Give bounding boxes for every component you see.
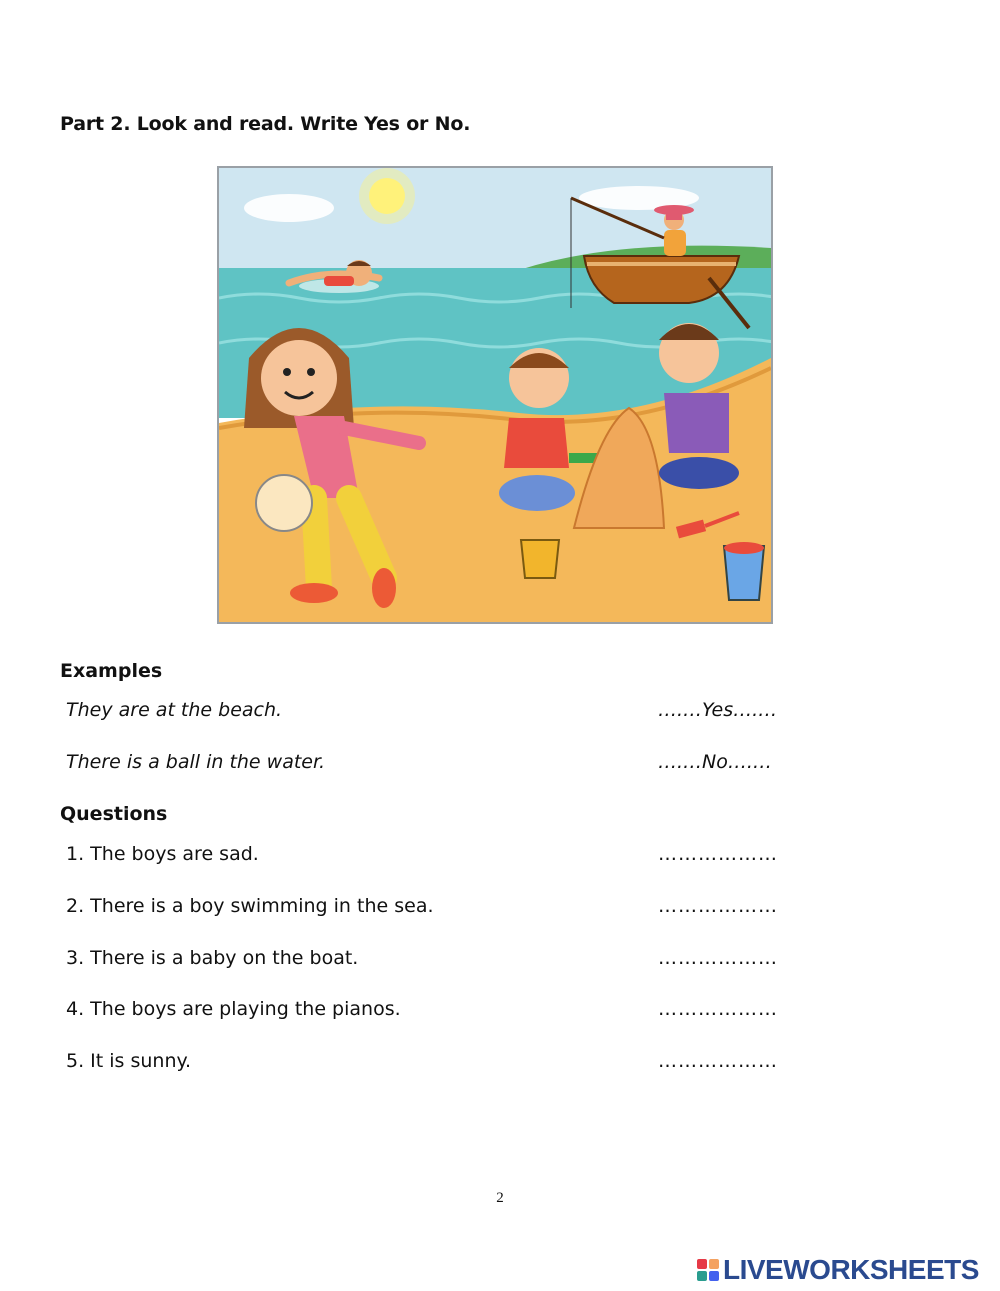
example-sentence: They are at the beach. — [66, 699, 283, 721]
logo-square — [697, 1259, 707, 1269]
yellow-bucket-icon — [521, 540, 559, 578]
question-row — [66, 998, 806, 1024]
example-answer: ….…No….… — [658, 751, 772, 773]
question-row — [66, 947, 806, 973]
blue-bucket-icon — [724, 542, 764, 600]
page-heading: Part 2. Look and read. Write Yes or No. — [60, 113, 471, 135]
question-sentence: 4. The boys are playing the pianos. — [66, 998, 401, 1020]
answer-blank[interactable]: ……………… — [658, 947, 778, 969]
question-row — [66, 1050, 806, 1076]
shell-bag-icon — [256, 475, 312, 531]
question-row — [66, 895, 806, 921]
example-row — [66, 751, 806, 777]
question-sentence: 3. There is a baby on the boat. — [66, 947, 359, 969]
liveworksheets-logo-icon — [697, 1259, 719, 1281]
sun-icon — [359, 168, 415, 224]
answer-blank[interactable]: ……………… — [658, 843, 778, 865]
page-number: 2 — [496, 1190, 504, 1206]
example-sentence: There is a ball in the water. — [66, 751, 326, 773]
logo-square — [697, 1271, 707, 1281]
beach-scene-illustration — [217, 166, 773, 624]
example-answer: ….…Yes….… — [658, 699, 778, 721]
question-sentence: 5. It is sunny. — [66, 1050, 192, 1072]
question-sentence: 2. There is a boy swimming in the sea. — [66, 895, 434, 917]
liveworksheets-logo[interactable] — [697, 1254, 979, 1286]
question-row — [66, 843, 806, 869]
questions-label: Questions — [60, 803, 168, 825]
logo-square — [709, 1271, 719, 1281]
logo-square — [709, 1259, 719, 1269]
examples-label: Examples — [60, 660, 163, 682]
question-sentence: 1. The boys are sad. — [66, 843, 259, 865]
answer-blank[interactable]: ……………… — [658, 998, 778, 1020]
example-row — [66, 699, 806, 725]
answer-blank[interactable]: ……………… — [658, 1050, 778, 1072]
liveworksheets-wordmark: LIVEWORKSHEETS — [723, 1254, 979, 1285]
answer-blank[interactable]: ……………… — [658, 895, 778, 917]
